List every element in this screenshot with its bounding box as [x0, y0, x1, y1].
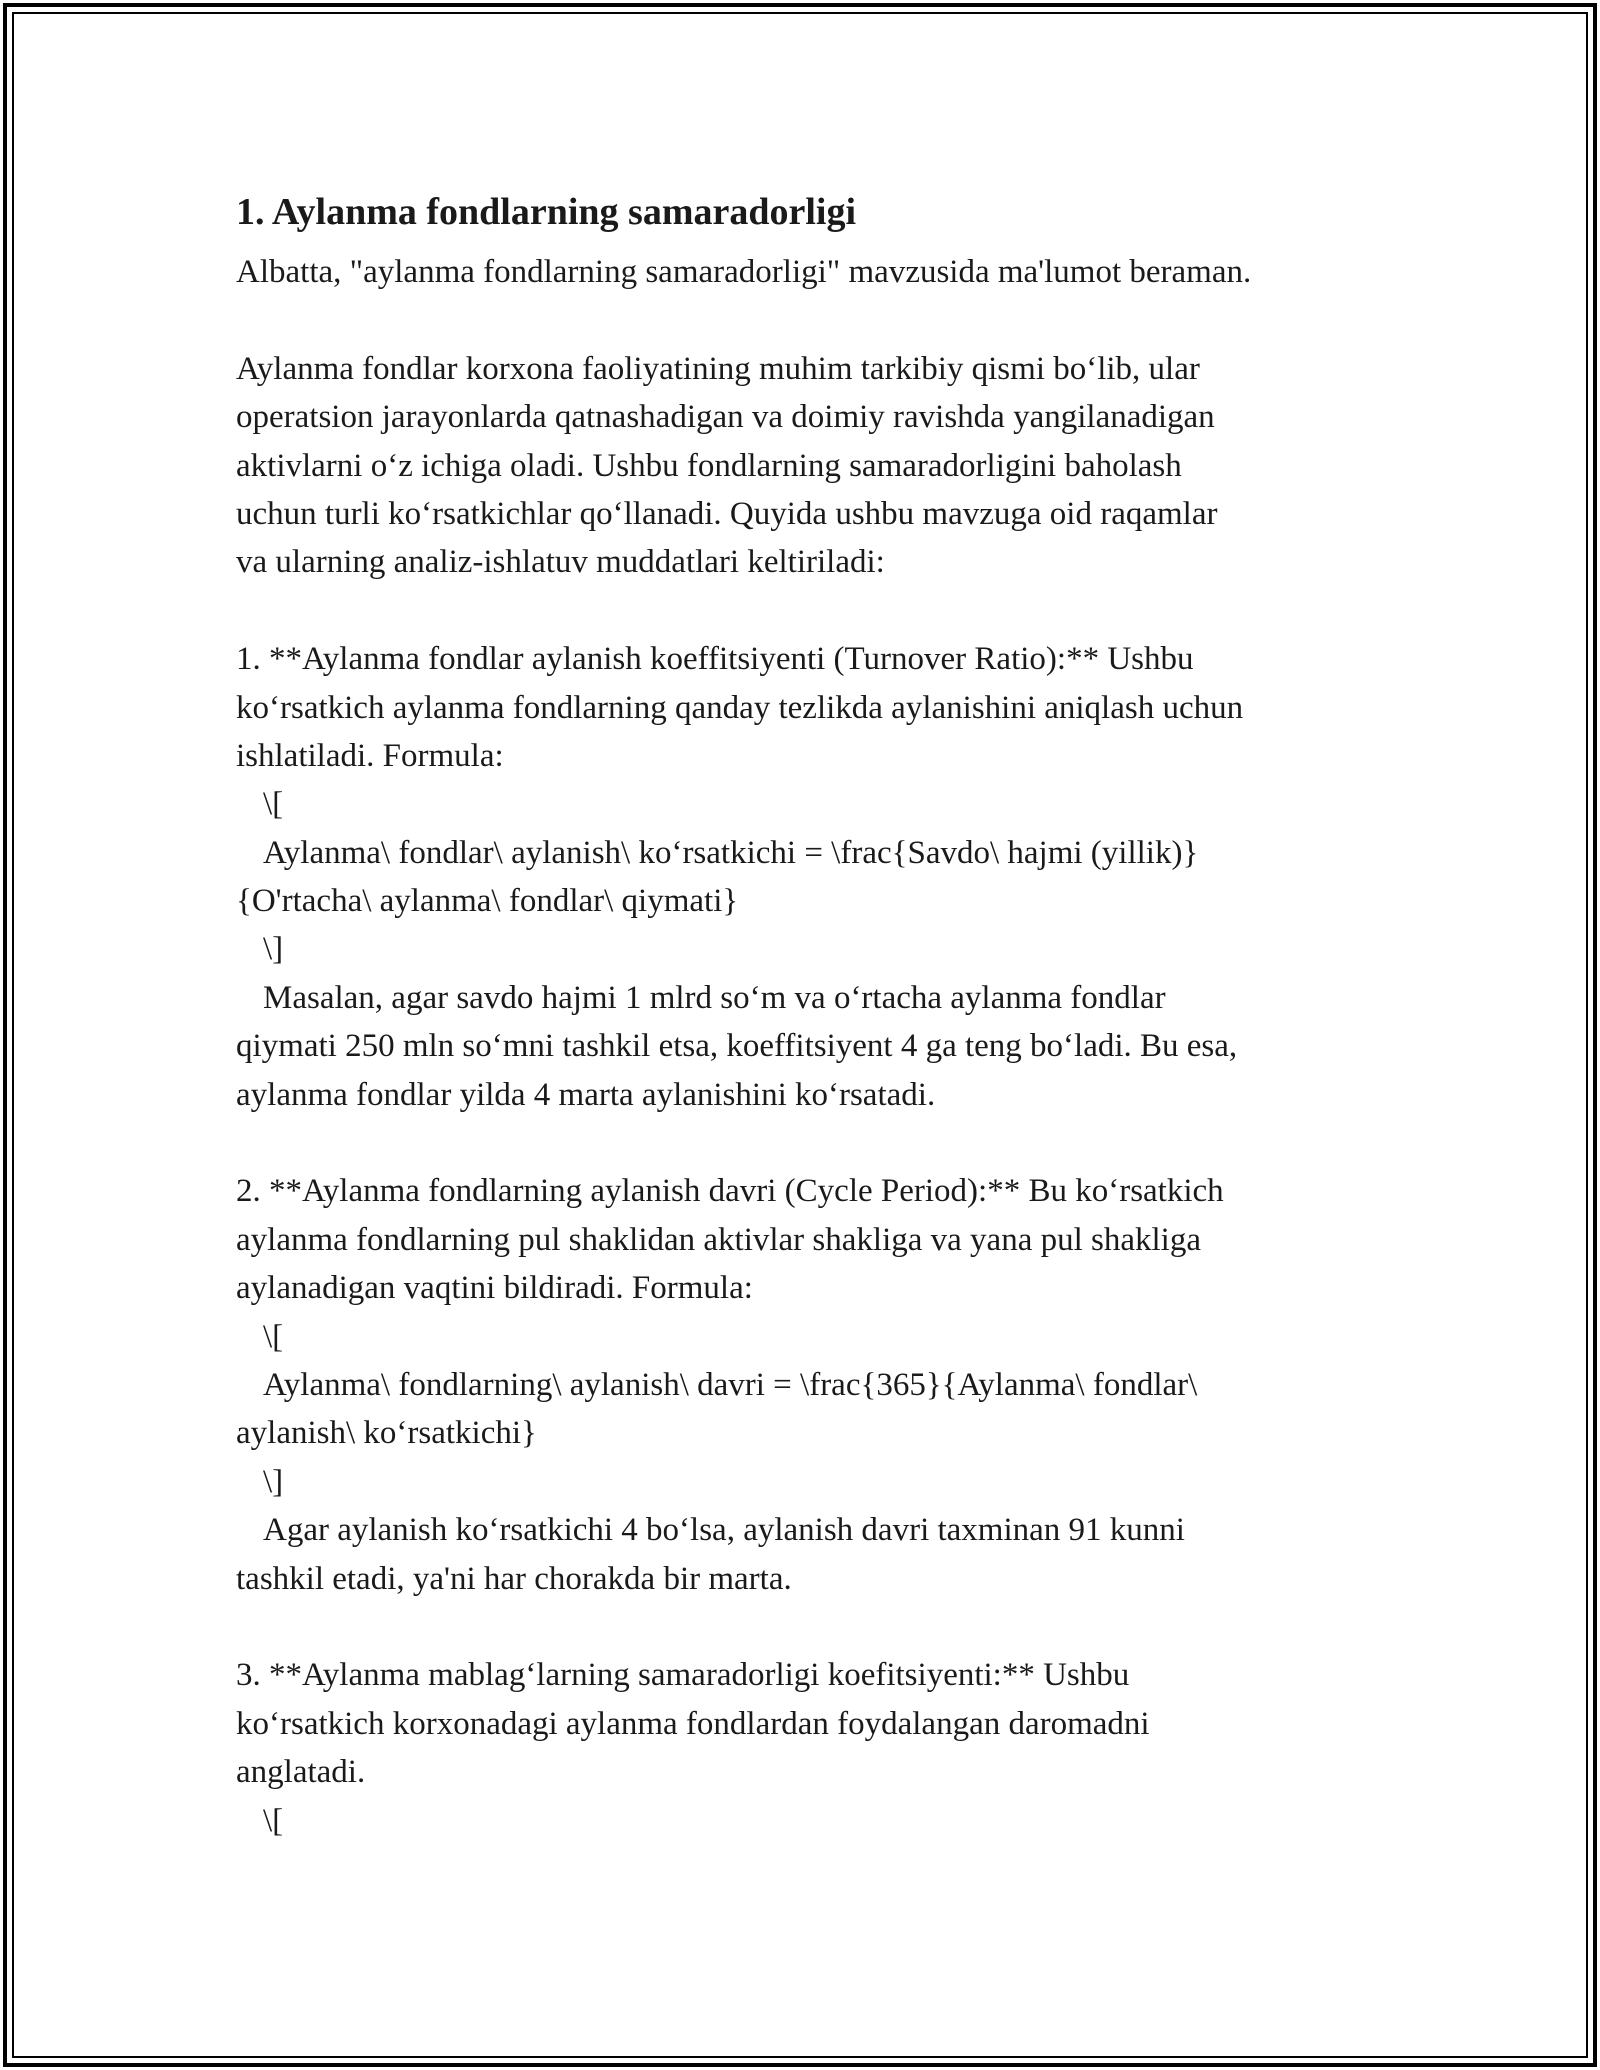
- item-lead-line: 2. **Aylanma fondlarning aylanish davri (Cycle Period):** Bu ko‘rsatkich: [236, 1173, 1224, 1210]
- example-line: qiymati 250 mln so‘mni tashkil etsa, koeffitsiyent 4 ga teng bo‘ladi. Bu esa,: [236, 1028, 1238, 1065]
- formula-close-delimiter: \]: [263, 931, 284, 968]
- spacer: [236, 1603, 1386, 1651]
- formula-line: Aylanma\ fondlarning\ aylanish\ davri = \frac{365}{Aylanma\ fondlar\: [263, 1366, 1198, 1403]
- list-item-turnover-ratio: [236, 635, 1386, 1119]
- item-lead-line: aylanma fondlarning pul shaklidan aktivlar shakliga va yana pul shakliga: [236, 1221, 1201, 1258]
- formula-open-delimiter: \[: [263, 786, 284, 823]
- formula-open-delimiter: \[: [263, 1318, 284, 1355]
- item-lead-line: 3. **Aylanma mablag‘larning samaradorligi koefitsiyenti:** Ushbu: [236, 1657, 1130, 1694]
- spacer: [236, 296, 1386, 344]
- formula-line: Aylanma\ fondlar\ aylanish\ ko‘rsatkichi = \frac{Savdo\ hajmi (yillik)}: [263, 834, 1199, 871]
- paragraph-line: Aylanma fondlar korxona faoliyatining muhim tarkibiy qismi bo‘lib, ular: [236, 350, 1200, 387]
- paragraph-aylanma-fondlar: [236, 345, 1386, 587]
- example-line: aylanma fondlar yilda 4 marta aylanishini ko‘rsatadi.: [236, 1076, 936, 1113]
- formula-close-delimiter: \]: [263, 1463, 284, 1500]
- paragraph-line: operatsion jarayonlarda qatnashadigan va doimiy ravishda yangilanadigan: [236, 399, 1215, 436]
- item-lead-line: ko‘rsatkich korxonadagi aylanma fondlardan foydalangan daromadni: [236, 1705, 1150, 1742]
- paragraph-line: uchun turli ko‘rsatkichlar qo‘llanadi. Quyida ushbu mavzuga oid raqamlar: [236, 495, 1218, 532]
- example-line: tashkil etadi, ya'ni har chorakda bir marta.: [236, 1560, 792, 1597]
- document-heading: 1. Aylanma fondlarning samaradorligi: [236, 191, 857, 233]
- paragraph-line: va ularning analiz-ishlatuv muddatlari keltiriladi:: [236, 544, 885, 581]
- paragraph-line: aktivlarni o‘z ichiga oladi. Ushbu fondlarning samaradorligini baholash: [236, 447, 1182, 484]
- list-item-efficiency-coefficient: [236, 1651, 1386, 1845]
- example-line: Masalan, agar savdo hajmi 1 mlrd so‘m va o‘rtacha aylanma fondlar: [263, 979, 1166, 1016]
- formula-open-delimiter: \[: [263, 1802, 284, 1839]
- item-lead-line: anglatadi.: [236, 1754, 366, 1791]
- item-lead-line: 1. **Aylanma fondlar aylanish koeffitsiyenti (Turnover Ratio):** Ushbu: [236, 641, 1194, 678]
- list-item-cycle-period: [236, 1167, 1386, 1603]
- intro-text: Albatta, "aylanma fondlarning samaradorligi" mavzusida ma'lumot beraman.: [236, 254, 1252, 290]
- document-body: [236, 186, 1386, 1845]
- example-line: Agar aylanish ko‘rsatkichi 4 bo‘lsa, aylanish davri taxminan 91 kunni: [263, 1512, 1185, 1549]
- formula-line: aylanish\ ko‘rsatkichi}: [236, 1415, 537, 1452]
- item-lead-line: ishlatiladi. Formula:: [236, 737, 504, 774]
- item-lead-line: ko‘rsatkich aylanma fondlarning qanday tezlikda aylanishini aniqlash uchun: [236, 689, 1244, 726]
- spacer: [236, 1119, 1386, 1167]
- spacer: [236, 587, 1386, 635]
- formula-line: {O'rtacha\ aylanma\ fondlar\ qiymati}: [236, 883, 739, 920]
- item-lead-line: aylanadigan vaqtini bildiradi. Formula:: [236, 1270, 753, 1307]
